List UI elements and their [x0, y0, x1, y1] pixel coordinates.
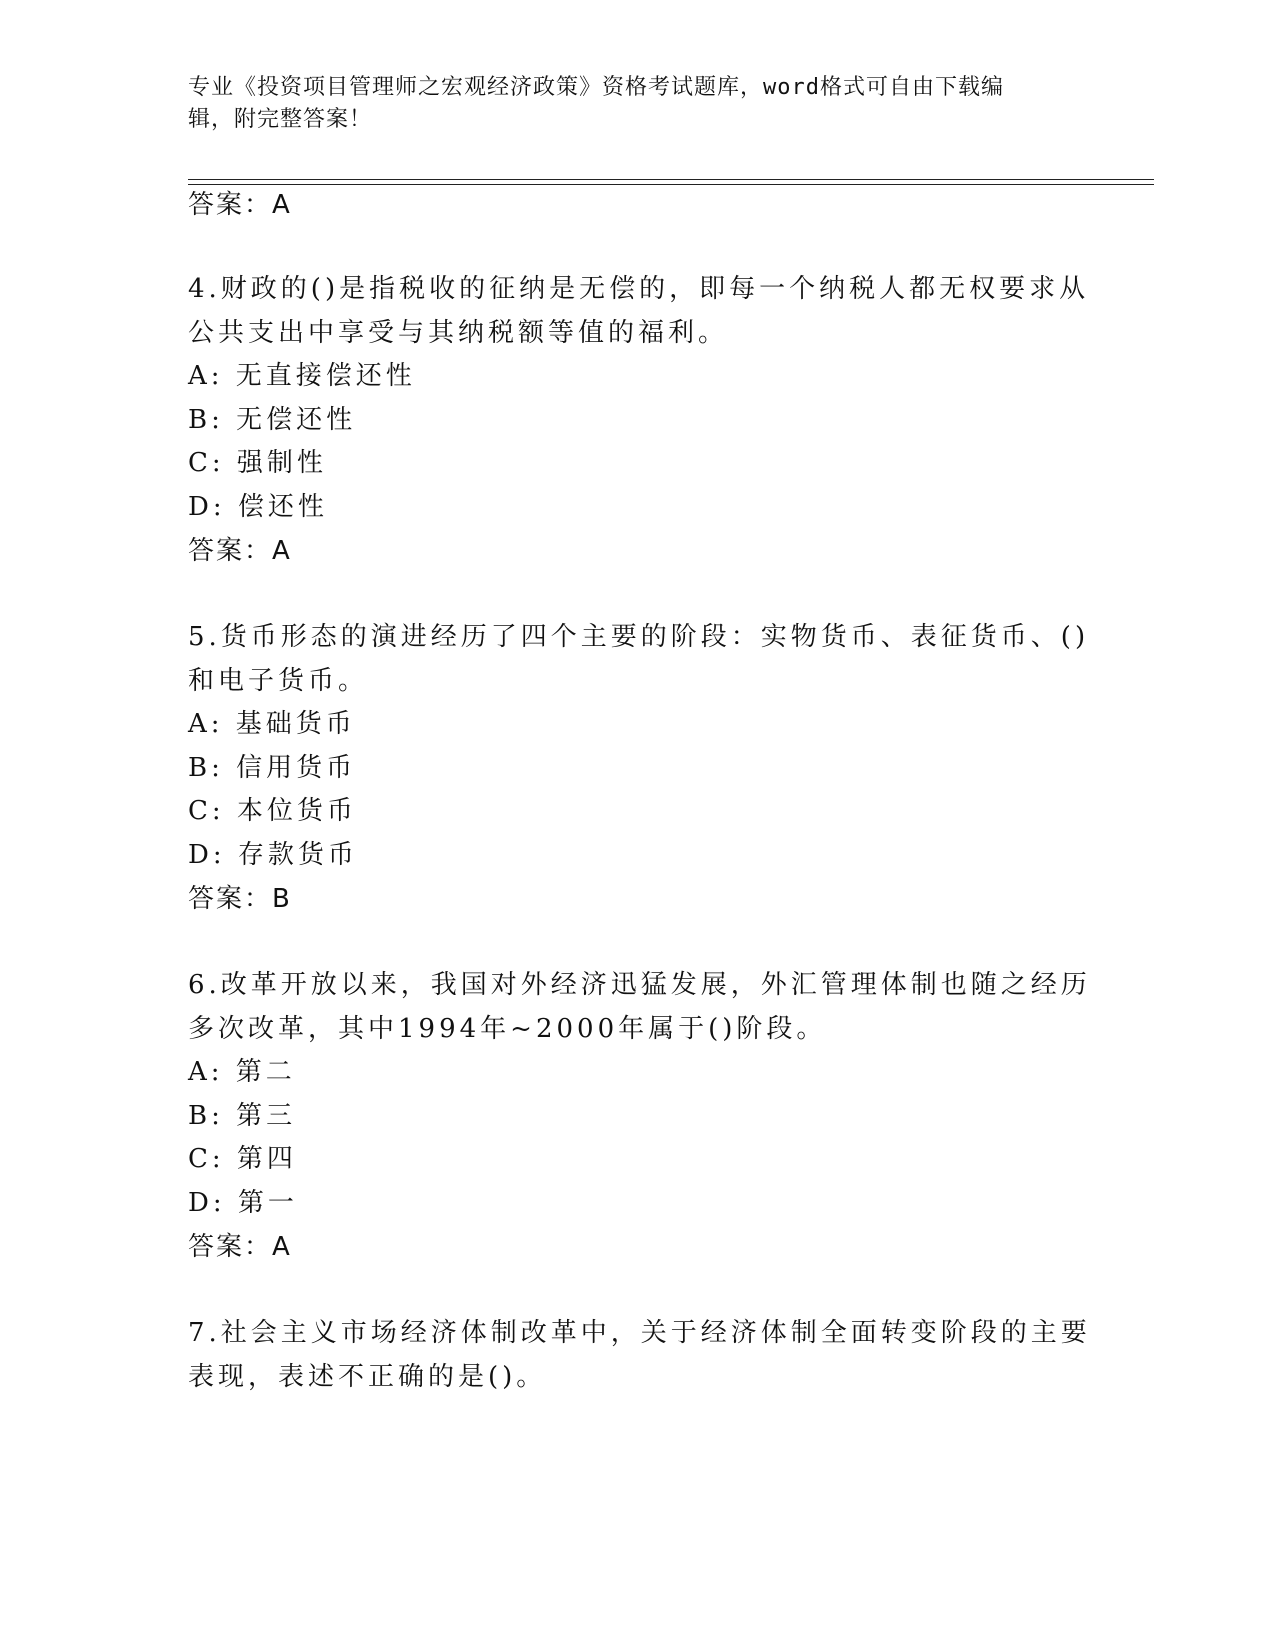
question-5-option-a: A: 基础货币	[188, 709, 356, 739]
question-5-option-d: D: 存款货币	[188, 840, 358, 870]
question-4-option-a: A: 无直接偿还性	[188, 361, 416, 391]
question-4-option-d: D: 偿还性	[188, 492, 328, 522]
previous-answer: 答案：A	[188, 190, 292, 220]
question-5-option-b: B: 信用货币	[188, 753, 357, 783]
header-divider-top	[188, 179, 1154, 180]
question-6-option-b: B: 第三	[188, 1101, 297, 1131]
question-6-option-d: D: 第一	[188, 1188, 298, 1218]
question-6-option-a: A: 第二	[188, 1057, 296, 1087]
question-7-stem-line2: 表现，表述不正确的是()。	[188, 1362, 547, 1392]
question-4-option-c: C: 强制性	[188, 448, 327, 478]
question-6-option-c: C: 第四	[188, 1144, 297, 1174]
question-6-stem-line1: 6.改革开放以来，我国对外经济迅猛发展，外汇管理体制也随之经历	[188, 970, 1091, 1000]
question-4-option-b: B: 无偿还性	[188, 405, 357, 435]
question-5-option-c: C: 本位货币	[188, 796, 357, 826]
header-divider-bottom	[188, 184, 1154, 185]
question-7-stem-line1: 7.社会主义市场经济体制改革中，关于经济体制全面转变阶段的主要	[188, 1318, 1091, 1348]
question-5-stem-line2: 和电子货币。	[188, 666, 369, 696]
page-header	[188, 72, 1068, 136]
question-5-answer: 答案：B	[188, 884, 292, 914]
question-4-stem-line2: 公共支出中享受与其纳税额等值的福利。	[188, 318, 729, 348]
header-text-line1: 专业《投资项目管理师之宏观经济政策》资格考试题库，word格式可自由下载编	[188, 75, 1004, 100]
header-text-line2: 辑，附完整答案！	[188, 107, 373, 132]
question-6-answer: 答案：A	[188, 1232, 292, 1262]
question-5-stem-line1: 5.货币形态的演进经历了四个主要的阶段：实物货币、表征货币、()	[188, 622, 1090, 652]
question-6-stem-line2: 多次改革，其中1994年~2000年属于()阶段。	[188, 1014, 827, 1044]
question-4-stem-line1: 4.财政的()是指税收的征纳是无偿的，即每一个纳税人都无权要求从	[188, 274, 1090, 304]
question-4-answer: 答案：A	[188, 536, 292, 566]
